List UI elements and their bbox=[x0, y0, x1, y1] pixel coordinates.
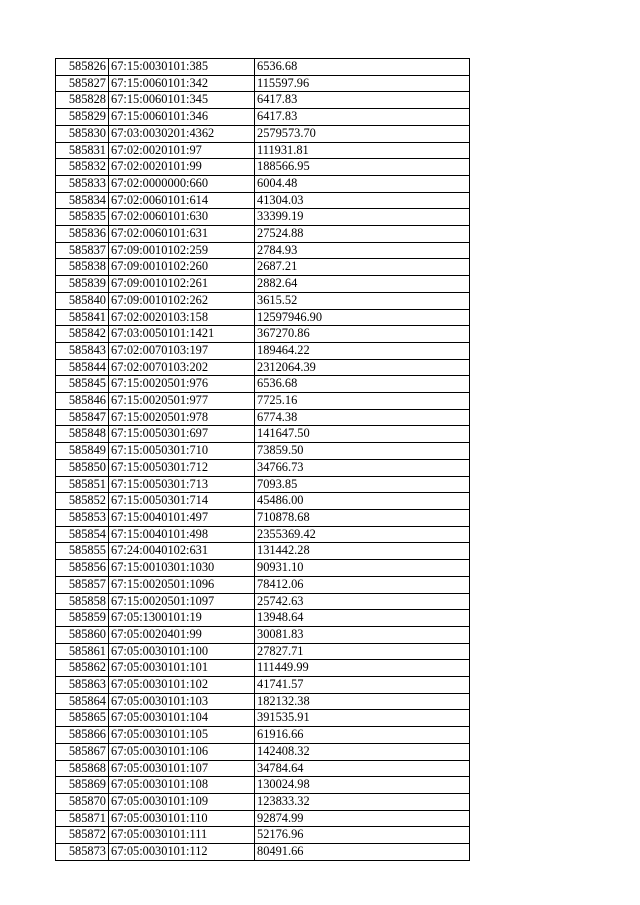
cadastral-number-cell: 67:05:0030101:102 bbox=[109, 677, 255, 694]
cadastral-number-cell: 67:05:0030101:108 bbox=[109, 777, 255, 794]
cadastral-number-cell: 67:09:0010102:262 bbox=[109, 292, 255, 309]
table-row bbox=[56, 142, 470, 159]
value-cell: 13948.64 bbox=[255, 610, 470, 627]
table-row bbox=[56, 159, 470, 176]
row-id-cell: 585863 bbox=[56, 677, 109, 694]
value-cell: 123833.32 bbox=[255, 793, 470, 810]
cadastral-number-cell: 67:15:0010301:1030 bbox=[109, 560, 255, 577]
table-row bbox=[56, 660, 470, 677]
row-id-cell: 585864 bbox=[56, 693, 109, 710]
cadastral-number-cell: 67:15:0030101:385 bbox=[109, 59, 255, 76]
cadastral-number-cell: 67:15:0040101:498 bbox=[109, 526, 255, 543]
value-cell: 25742.63 bbox=[255, 593, 470, 610]
table-row bbox=[56, 326, 470, 343]
value-cell: 41304.03 bbox=[255, 192, 470, 209]
row-id-cell: 585835 bbox=[56, 209, 109, 226]
table-row bbox=[56, 710, 470, 727]
row-id-cell: 585839 bbox=[56, 276, 109, 293]
row-id-cell: 585841 bbox=[56, 309, 109, 326]
value-cell: 2579573.70 bbox=[255, 125, 470, 142]
table-row bbox=[56, 459, 470, 476]
cadastral-number-cell: 67:03:0030201:4362 bbox=[109, 125, 255, 142]
table-row bbox=[56, 342, 470, 359]
row-id-cell: 585834 bbox=[56, 192, 109, 209]
table-row bbox=[56, 393, 470, 410]
row-id-cell: 585867 bbox=[56, 743, 109, 760]
cadastral-number-cell: 67:15:0020501:1097 bbox=[109, 593, 255, 610]
row-id-cell: 585859 bbox=[56, 610, 109, 627]
cadastral-number-cell: 67:15:0020501:978 bbox=[109, 409, 255, 426]
table-row bbox=[56, 359, 470, 376]
value-cell: 6004.48 bbox=[255, 175, 470, 192]
row-id-cell: 585833 bbox=[56, 175, 109, 192]
table-row bbox=[56, 793, 470, 810]
cadastral-number-cell: 67:05:0030101:109 bbox=[109, 793, 255, 810]
value-cell: 78412.06 bbox=[255, 576, 470, 593]
row-id-cell: 585857 bbox=[56, 576, 109, 593]
value-cell: 188566.95 bbox=[255, 159, 470, 176]
row-id-cell: 585860 bbox=[56, 626, 109, 643]
table-row bbox=[56, 192, 470, 209]
table-row bbox=[56, 509, 470, 526]
table-row bbox=[56, 409, 470, 426]
cadastral-number-cell: 67:02:0070103:202 bbox=[109, 359, 255, 376]
row-id-cell: 585844 bbox=[56, 359, 109, 376]
cadastral-number-cell: 67:24:0040102:631 bbox=[109, 543, 255, 560]
table-row bbox=[56, 810, 470, 827]
table-row bbox=[56, 426, 470, 443]
row-id-cell: 585848 bbox=[56, 426, 109, 443]
table-row bbox=[56, 92, 470, 109]
table-row bbox=[56, 543, 470, 560]
row-id-cell: 585847 bbox=[56, 409, 109, 426]
row-id-cell: 585866 bbox=[56, 727, 109, 744]
table-row bbox=[56, 209, 470, 226]
cadastral-number-cell: 67:02:0020101:97 bbox=[109, 142, 255, 159]
value-cell: 2355369.42 bbox=[255, 526, 470, 543]
table-row bbox=[56, 526, 470, 543]
table-row bbox=[56, 59, 470, 76]
table-row bbox=[56, 610, 470, 627]
cadastral-number-cell: 67:05:0030101:104 bbox=[109, 710, 255, 727]
table-row bbox=[56, 476, 470, 493]
table-row bbox=[56, 226, 470, 243]
cadastral-number-cell: 67:15:0050301:714 bbox=[109, 493, 255, 510]
table-row bbox=[56, 560, 470, 577]
cadastral-number-cell: 67:02:0020101:99 bbox=[109, 159, 255, 176]
row-id-cell: 585828 bbox=[56, 92, 109, 109]
row-id-cell: 585855 bbox=[56, 543, 109, 560]
row-id-cell: 585836 bbox=[56, 226, 109, 243]
value-cell: 3615.52 bbox=[255, 292, 470, 309]
value-cell: 27827.71 bbox=[255, 643, 470, 660]
table-row bbox=[56, 292, 470, 309]
row-id-cell: 585858 bbox=[56, 593, 109, 610]
row-id-cell: 585851 bbox=[56, 476, 109, 493]
table-row bbox=[56, 593, 470, 610]
cadastral-number-cell: 67:15:0060101:345 bbox=[109, 92, 255, 109]
table-row bbox=[56, 760, 470, 777]
value-cell: 182132.38 bbox=[255, 693, 470, 710]
value-cell: 2312064.39 bbox=[255, 359, 470, 376]
value-cell: 710878.68 bbox=[255, 509, 470, 526]
table-row bbox=[56, 576, 470, 593]
row-id-cell: 585853 bbox=[56, 509, 109, 526]
value-cell: 80491.66 bbox=[255, 844, 470, 861]
row-id-cell: 585870 bbox=[56, 793, 109, 810]
row-id-cell: 585842 bbox=[56, 326, 109, 343]
value-cell: 27524.88 bbox=[255, 226, 470, 243]
data-table bbox=[55, 58, 470, 861]
row-id-cell: 585854 bbox=[56, 526, 109, 543]
table-row bbox=[56, 643, 470, 660]
table-row bbox=[56, 493, 470, 510]
table-row bbox=[56, 827, 470, 844]
cadastral-number-cell: 67:02:0070103:197 bbox=[109, 342, 255, 359]
value-cell: 189464.22 bbox=[255, 342, 470, 359]
cadastral-number-cell: 67:15:0050301:712 bbox=[109, 459, 255, 476]
cadastral-number-cell: 67:15:0020501:977 bbox=[109, 393, 255, 410]
table-row bbox=[56, 743, 470, 760]
value-cell: 90931.10 bbox=[255, 560, 470, 577]
row-id-cell: 585869 bbox=[56, 777, 109, 794]
row-id-cell: 585856 bbox=[56, 560, 109, 577]
value-cell: 2687.21 bbox=[255, 259, 470, 276]
table-row bbox=[56, 175, 470, 192]
table-row bbox=[56, 693, 470, 710]
table-row bbox=[56, 242, 470, 259]
cadastral-number-cell: 67:05:0030101:100 bbox=[109, 643, 255, 660]
cadastral-number-cell: 67:05:0020401:99 bbox=[109, 626, 255, 643]
value-cell: 34784.64 bbox=[255, 760, 470, 777]
row-id-cell: 585871 bbox=[56, 810, 109, 827]
cadastral-number-cell: 67:02:0060101:630 bbox=[109, 209, 255, 226]
table-row bbox=[56, 727, 470, 744]
cadastral-number-cell: 67:09:0010102:260 bbox=[109, 259, 255, 276]
row-id-cell: 585843 bbox=[56, 342, 109, 359]
row-id-cell: 585862 bbox=[56, 660, 109, 677]
cadastral-number-cell: 67:15:0020501:1096 bbox=[109, 576, 255, 593]
table-row bbox=[56, 844, 470, 861]
value-cell: 7725.16 bbox=[255, 393, 470, 410]
row-id-cell: 585861 bbox=[56, 643, 109, 660]
cadastral-number-cell: 67:05:0030101:110 bbox=[109, 810, 255, 827]
value-cell: 33399.19 bbox=[255, 209, 470, 226]
value-cell: 73859.50 bbox=[255, 443, 470, 460]
cadastral-number-cell: 67:15:0050301:710 bbox=[109, 443, 255, 460]
table-row bbox=[56, 259, 470, 276]
cadastral-number-cell: 67:05:0030101:112 bbox=[109, 844, 255, 861]
row-id-cell: 585865 bbox=[56, 710, 109, 727]
row-id-cell: 585837 bbox=[56, 242, 109, 259]
table-row bbox=[56, 309, 470, 326]
value-cell: 367270.86 bbox=[255, 326, 470, 343]
table-row bbox=[56, 443, 470, 460]
cadastral-number-cell: 67:05:0030101:105 bbox=[109, 727, 255, 744]
row-id-cell: 585830 bbox=[56, 125, 109, 142]
value-cell: 111449.99 bbox=[255, 660, 470, 677]
value-cell: 45486.00 bbox=[255, 493, 470, 510]
row-id-cell: 585840 bbox=[56, 292, 109, 309]
value-cell: 52176.96 bbox=[255, 827, 470, 844]
cadastral-number-cell: 67:09:0010102:259 bbox=[109, 242, 255, 259]
cadastral-number-cell: 67:15:0060101:346 bbox=[109, 109, 255, 126]
row-id-cell: 585826 bbox=[56, 59, 109, 76]
row-id-cell: 585868 bbox=[56, 760, 109, 777]
value-cell: 61916.66 bbox=[255, 727, 470, 744]
cadastral-number-cell: 67:15:0040101:497 bbox=[109, 509, 255, 526]
row-id-cell: 585829 bbox=[56, 109, 109, 126]
row-id-cell: 585849 bbox=[56, 443, 109, 460]
table-row bbox=[56, 626, 470, 643]
value-cell: 92874.99 bbox=[255, 810, 470, 827]
row-id-cell: 585873 bbox=[56, 844, 109, 861]
cadastral-number-cell: 67:02:0000000:660 bbox=[109, 175, 255, 192]
row-id-cell: 585838 bbox=[56, 259, 109, 276]
value-cell: 6417.83 bbox=[255, 92, 470, 109]
value-cell: 34766.73 bbox=[255, 459, 470, 476]
row-id-cell: 585832 bbox=[56, 159, 109, 176]
cadastral-number-cell: 67:05:0030101:107 bbox=[109, 760, 255, 777]
cadastral-number-cell: 67:05:0030101:106 bbox=[109, 743, 255, 760]
table-row bbox=[56, 109, 470, 126]
cadastral-number-cell: 67:05:1300101:19 bbox=[109, 610, 255, 627]
row-id-cell: 585850 bbox=[56, 459, 109, 476]
value-cell: 141647.50 bbox=[255, 426, 470, 443]
cadastral-number-cell: 67:09:0010102:261 bbox=[109, 276, 255, 293]
cadastral-number-cell: 67:15:0060101:342 bbox=[109, 75, 255, 92]
value-cell: 142408.32 bbox=[255, 743, 470, 760]
row-id-cell: 585852 bbox=[56, 493, 109, 510]
table-row bbox=[56, 777, 470, 794]
row-id-cell: 585846 bbox=[56, 393, 109, 410]
cadastral-number-cell: 67:02:0020103:158 bbox=[109, 309, 255, 326]
cadastral-number-cell: 67:15:0050301:713 bbox=[109, 476, 255, 493]
cadastral-number-cell: 67:02:0060101:614 bbox=[109, 192, 255, 209]
row-id-cell: 585872 bbox=[56, 827, 109, 844]
value-cell: 111931.81 bbox=[255, 142, 470, 159]
cadastral-number-cell: 67:05:0030101:101 bbox=[109, 660, 255, 677]
row-id-cell: 585831 bbox=[56, 142, 109, 159]
cadastral-number-cell: 67:15:0020501:976 bbox=[109, 376, 255, 393]
table-row bbox=[56, 276, 470, 293]
cadastral-number-cell: 67:03:0050101:1421 bbox=[109, 326, 255, 343]
value-cell: 6417.83 bbox=[255, 109, 470, 126]
table-row bbox=[56, 125, 470, 142]
table-row bbox=[56, 75, 470, 92]
value-cell: 6536.68 bbox=[255, 376, 470, 393]
value-cell: 7093.85 bbox=[255, 476, 470, 493]
value-cell: 6536.68 bbox=[255, 59, 470, 76]
value-cell: 41741.57 bbox=[255, 677, 470, 694]
row-id-cell: 585827 bbox=[56, 75, 109, 92]
value-cell: 2882.64 bbox=[255, 276, 470, 293]
cadastral-number-cell: 67:05:0030101:111 bbox=[109, 827, 255, 844]
table-row bbox=[56, 677, 470, 694]
cadastral-number-cell: 67:05:0030101:103 bbox=[109, 693, 255, 710]
table-body bbox=[56, 59, 470, 861]
table-row bbox=[56, 376, 470, 393]
value-cell: 115597.96 bbox=[255, 75, 470, 92]
value-cell: 391535.91 bbox=[255, 710, 470, 727]
value-cell: 130024.98 bbox=[255, 777, 470, 794]
value-cell: 30081.83 bbox=[255, 626, 470, 643]
value-cell: 12597946.90 bbox=[255, 309, 470, 326]
value-cell: 2784.93 bbox=[255, 242, 470, 259]
cadastral-number-cell: 67:02:0060101:631 bbox=[109, 226, 255, 243]
value-cell: 6774.38 bbox=[255, 409, 470, 426]
value-cell: 131442.28 bbox=[255, 543, 470, 560]
cadastral-number-cell: 67:15:0050301:697 bbox=[109, 426, 255, 443]
row-id-cell: 585845 bbox=[56, 376, 109, 393]
